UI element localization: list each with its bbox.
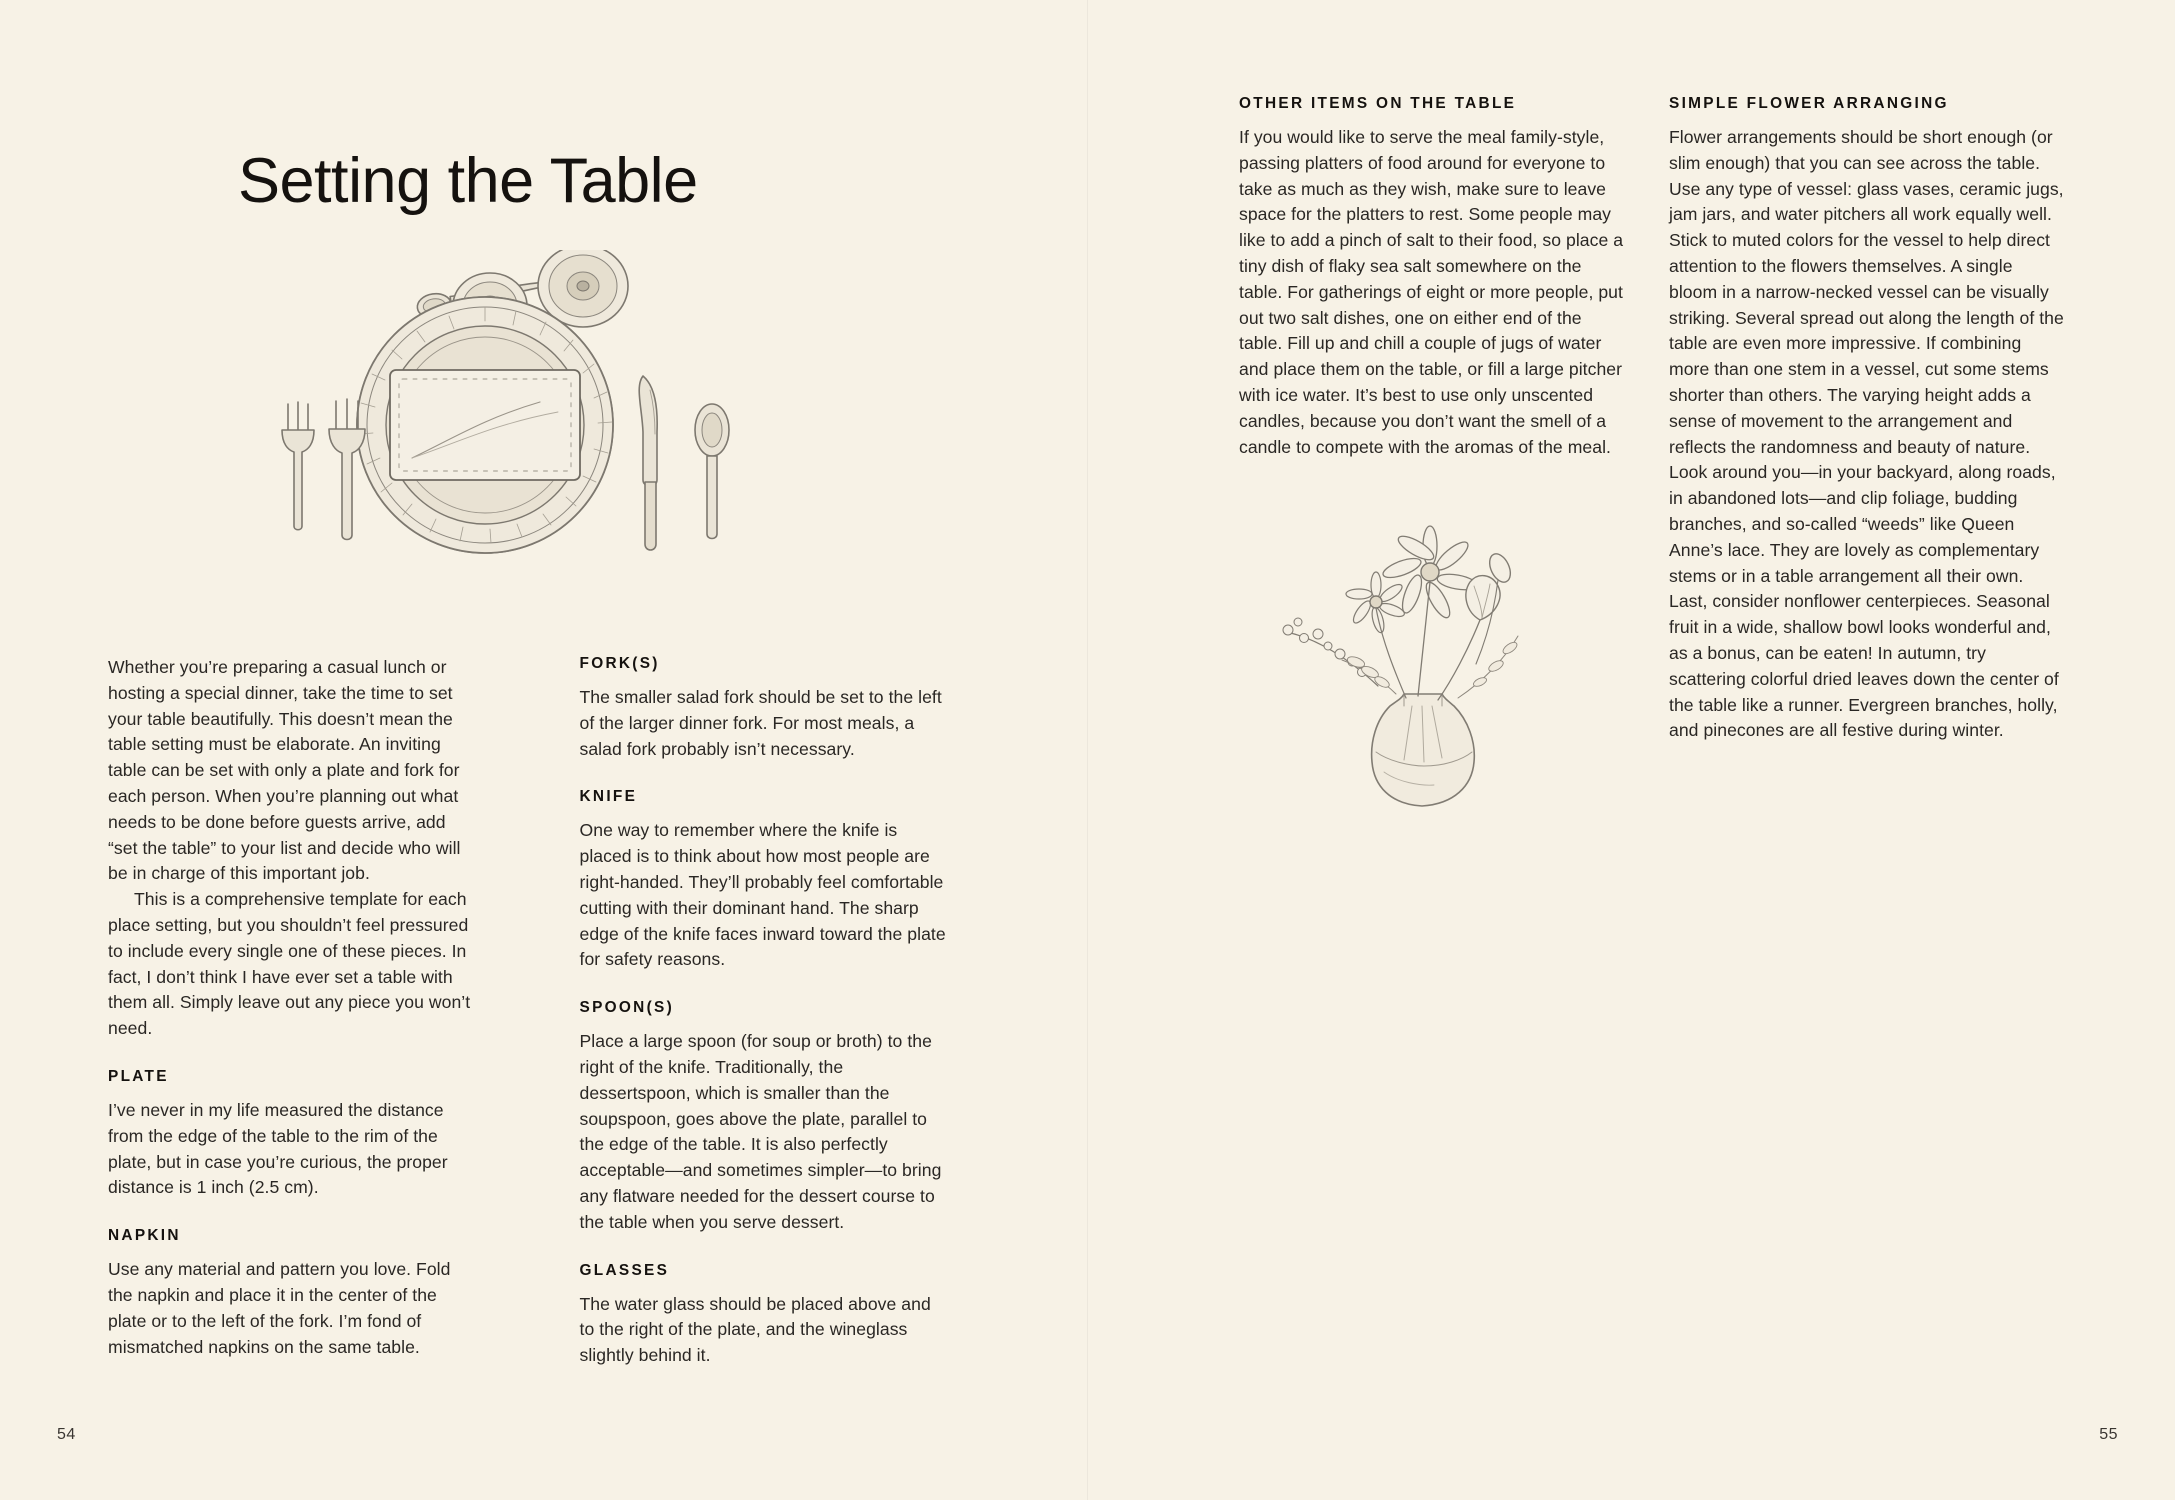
section-heading-glasses: GLASSES <box>579 1261 670 1279</box>
section-heading-forks: FORK(S) <box>579 655 660 672</box>
column-two <box>580 655 949 1369</box>
right-page <box>1087 0 2175 1500</box>
intro-paragraph-1: Whether you’re preparing a casual lunch or hosting a special dinner, take the time to set your table beautifully. This doesn’t mean the table setting must be elaborate. An inviting table can be set with only a plate and fork for each person. When you’re planning out what needs to be done before guests arrive, add “set the table” to your list and decide who will be in charge of this important job. <box>108 657 461 884</box>
section-heading-flower-arranging: SIMPLE FLOWER ARRANGING <box>1669 95 1949 112</box>
page-number-right: 55 <box>2099 1426 2118 1443</box>
left-page <box>0 0 1087 1500</box>
section-heading-napkin: NAPKIN <box>108 1227 181 1245</box>
section-body-flower-arranging: Flower arrangements should be short enough (or slim enough) that you can see across the table. Use any type of vessel: glass vases, ceramic jugs, jam jars, and water pitchers all work equally well. Stick to muted colors for the vessel to help direct attention to the flowers themselves. A single bloom in a narrow-necked vessel can be visually striking. Several spread out along the length of the table are even more impressive. If combining more than one stem in a vessel, cut some stems shorter than others. The varying height adds a sense of movement to the arrangement and reflects the randomness and beauty of nature. Look around you—in your backyard, along roads, in abandoned lots—and clip foliage, budding branches, and so-called “weeds” like Queen Anne’s lace. They are lovely as complementary stems or in a table arrangement all their own. Last, consider nonflower centerpieces. Seasonal fruit in a wide, shallow bowl looks wonderful and, as a bonus, can be eaten! In autumn, try scattering colorful dried leaves down the center of the table like a runner. Evergreen branches, holly, and pinecones are all festive during winter. <box>1669 127 2064 741</box>
section-body-forks: The smaller salad fork should be set to the left of the larger dinner fork. For most meals, a salad fork probably isn’t necessary. <box>579 687 942 759</box>
section-heading-other-items: OTHER ITEMS ON THE TABLE <box>1239 95 1517 112</box>
section-heading-spoons: SPOON(S) <box>579 999 675 1017</box>
section-body-spoons: Place a large spoon (for soup or broth) to the right of the knife. Traditionally, the dessertspoon, which is smaller than the soupspoon, goes above the plate, parallel to the edge of the table. It is also perfectly acceptable—and sometimes simpler—to bring any flatware needed for the dessert course to the table when you serve dessert. <box>579 1031 942 1232</box>
section-heading-knife: KNIFE <box>579 788 638 806</box>
section-body-napkin: Use any material and pattern you love. Fold the napkin and place it in the center of the plate or to the left of the fork. I’m fond of mismatched napkins on the same table. <box>108 1259 451 1357</box>
section-body-knife: One way to remember where the knife is placed is to think about how most people are right-handed. They’ll probably feel comfortable cutting with their dominant hand. The sharp edge of the knife faces inward toward the plate for safety reasons. <box>579 820 946 970</box>
section-body-plate: I’ve never in my life measured the distance from the edge of the table to the rim of the plate, but in case you’re curious, the proper distance is 1 inch (2.5 cm). <box>108 1099 448 1198</box>
page-number-left: 54 <box>57 1426 76 1443</box>
page-title: Setting the Table <box>238 146 698 217</box>
flower-vase-illustration <box>1272 510 1582 830</box>
section-heading-plate: PLATE <box>108 1067 169 1085</box>
section-body-other-items: If you would like to serve the meal family-style, passing platters of food around for everyone to take as much as they wish, make sure to leave space for the platters to rest. Some people may like to add a pinch of salt to their food, so place a tiny dish of flaky sea salt somewhere on the table. For gatherings of eight or more people, put out two salt dishes, one on either end of the table. Fill up and chill a couple of jugs of water and place them on the table, or fill a large pitcher with ice water. It’s best to use only unscented candles, because you don’t want the smell of a candle to compete with the aromas of the meal. <box>1239 127 1624 457</box>
left-text-columns <box>108 655 948 1369</box>
column-flower-arranging <box>1669 95 2064 744</box>
column-other-items <box>1239 95 1624 460</box>
section-body-glasses: The water glass should be placed above and to the right of the plate, and the wineglass slightly behind it. <box>579 1293 931 1366</box>
column-one <box>108 655 477 1369</box>
intro-paragraph-2: This is a comprehensive template for each place setting, but you shouldn’t feel pressured to include every single one of these pieces. In fact, I don’t think I have ever set a table with them all. Simply leave out any piece you won’t need. <box>108 889 471 1039</box>
place-setting-illustration <box>270 250 790 590</box>
